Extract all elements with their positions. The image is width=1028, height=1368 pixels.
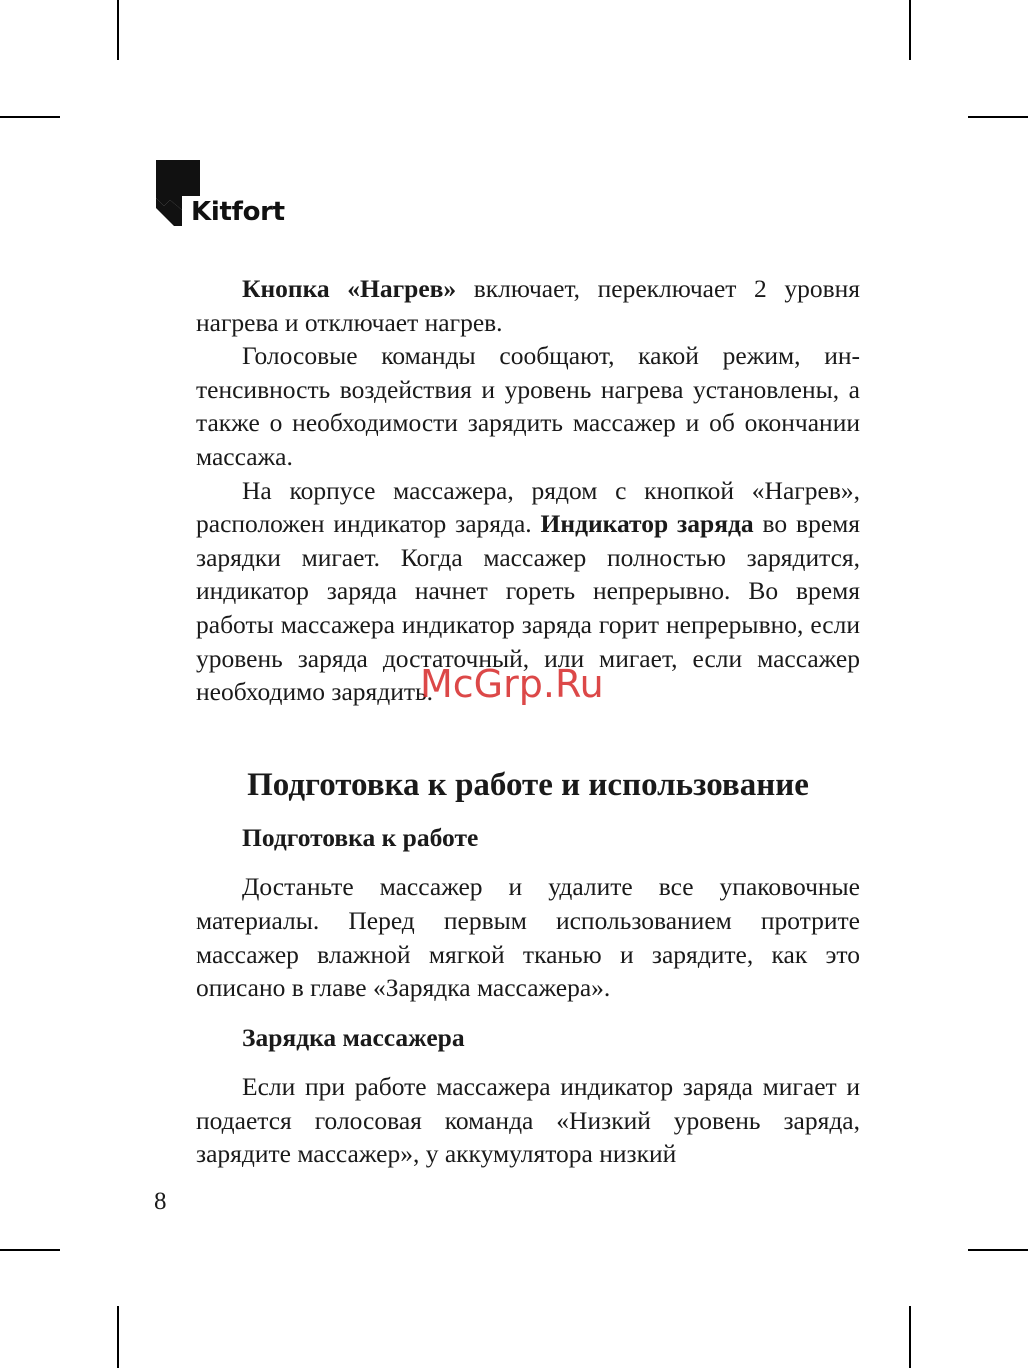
paragraph-heat-button xyxy=(196,272,860,339)
paragraph-text: включает, переключает 2 уровня нагрева и отключает нагрев. xyxy=(196,274,860,337)
crop-mark xyxy=(909,1306,911,1368)
brand-logo xyxy=(156,160,285,226)
paragraph-text: На корпусе массажера, рядом с кнопкой «Нагрев», расположен индикатор заряда. xyxy=(196,475,860,539)
paragraph-charging: Если при работе массажера индикатор заряда мигает и подается голосовая команда «Низкий уровень заряда, зарядите массажер», у аккумулятора низкий xyxy=(196,1072,860,1169)
crop-mark xyxy=(968,116,1028,118)
crop-mark xyxy=(117,0,119,60)
bold-term: Индикатор заряда xyxy=(540,509,754,539)
crop-mark xyxy=(909,0,911,60)
subsection-heading: Зарядка массажера xyxy=(242,1022,465,1052)
section-title: Подготовка к работе и использование xyxy=(247,766,809,803)
page-number: 8 xyxy=(154,1188,167,1215)
crop-mark xyxy=(968,1249,1028,1251)
paragraph-voice-commands: Голосовые команды сообщают, какой режим, интенсивность воздействия и уровень нагрева установлены, а также о необходимости зарядить массажер и об окончании массажа. xyxy=(196,341,860,471)
page-content xyxy=(196,272,860,1171)
crop-mark xyxy=(117,1306,119,1368)
paragraph-preparation: Достаньте массажер и удалите все упаковочные материалы. Перед первым использованием протрите массажер влажной мягкой тканью и зарядите, как это описано в главе «Зарядка массажера». xyxy=(196,872,860,1003)
subsection-heading: Подготовка к работе xyxy=(242,822,479,852)
paragraph-text: во время зарядки мигает. Когда массажер полностью зарядится, индикатор заряда начнет гореть непрерывно. Во время работы массажера индикатор заряда горит непрерывно, если уровень заряда достаточный, или мигает, если массажер необходимо зарядить. xyxy=(196,509,861,707)
brand-name: Kitfort xyxy=(191,197,285,227)
bold-term: Кнопка «Нагрев» xyxy=(242,274,457,303)
crop-mark xyxy=(0,116,60,118)
crop-mark xyxy=(0,1249,60,1251)
watermark: McGrp.Ru xyxy=(420,662,604,706)
